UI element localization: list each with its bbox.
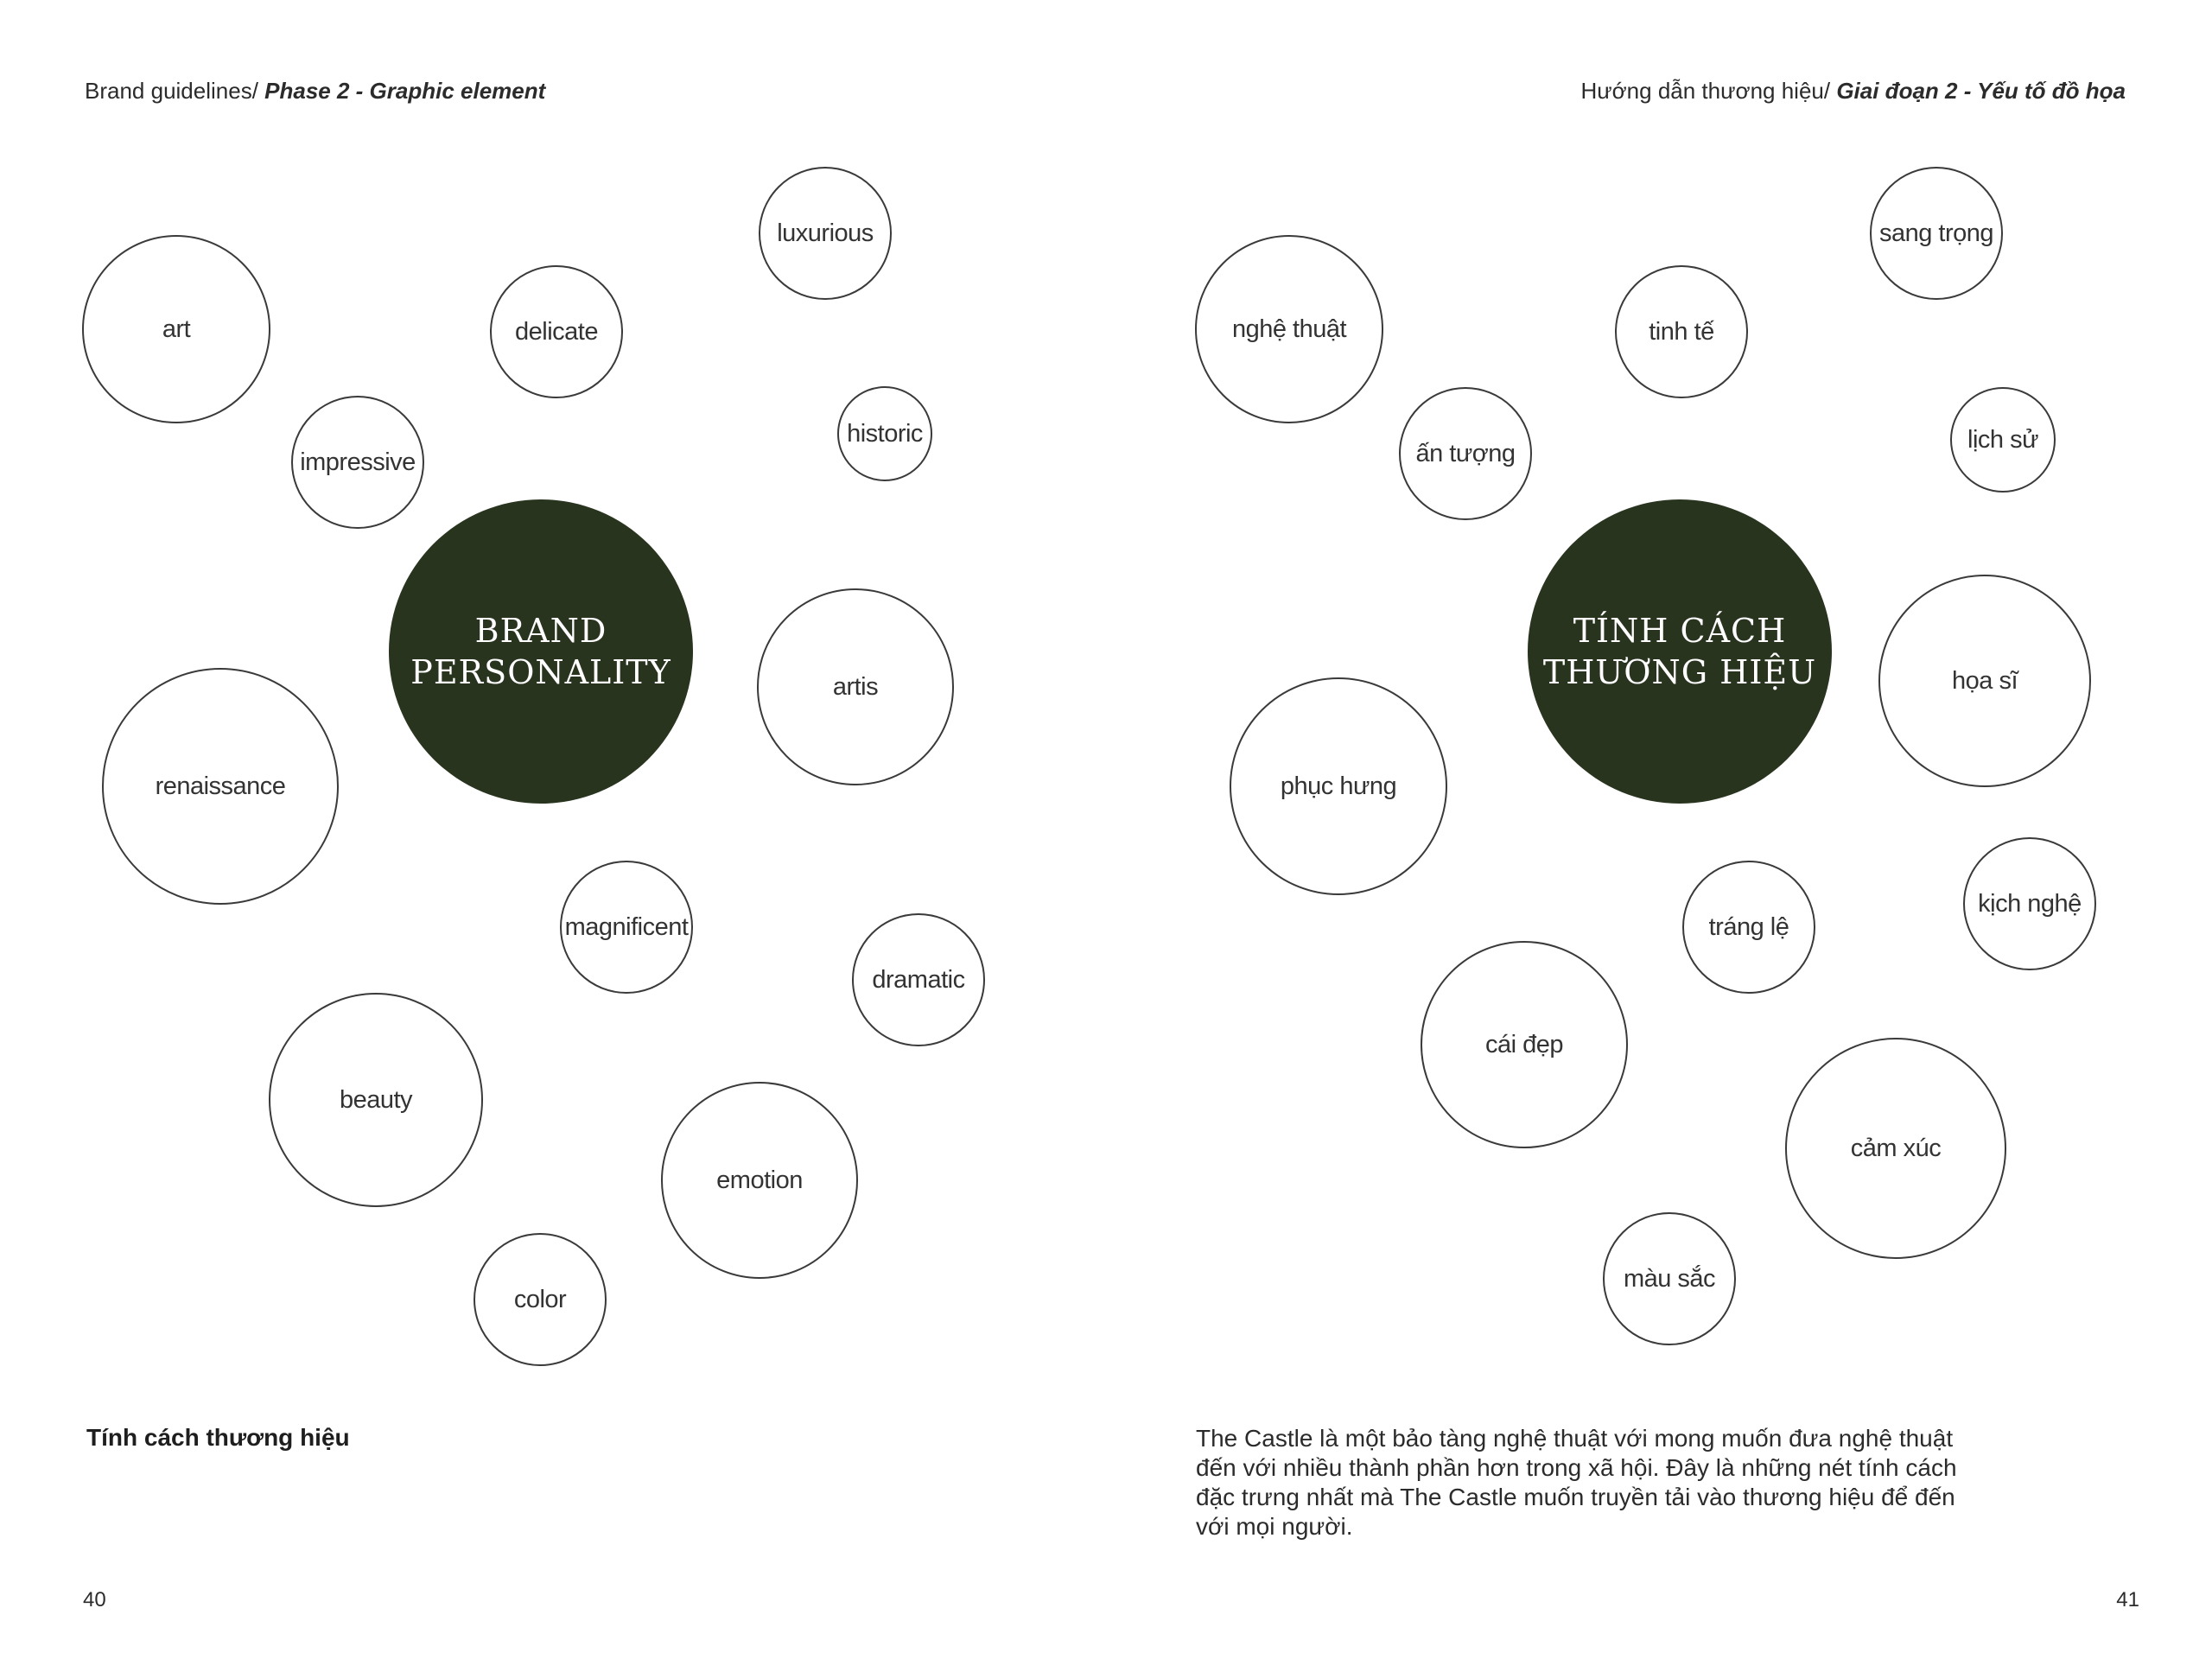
description-line: đến với nhiều thành phần hơn trong xã hội. Đây là những nét tính cách [1196, 1454, 1957, 1481]
trait-bubble-mau-sac: màu sắc [1603, 1212, 1736, 1345]
core-line-2: PERSONALITY [410, 653, 671, 691]
header-emphasis: Giai đoạn 2 - Yếu tố đồ họa [1836, 78, 2126, 104]
brand-personality-core [389, 499, 693, 804]
header-prefix: Hướng dẫn thương hiệu/ [1580, 78, 1837, 104]
header-emphasis: Phase 2 - Graphic element [264, 78, 546, 104]
header-prefix: Brand guidelines/ [85, 78, 265, 104]
trait-bubble-magnificent: magnificent [560, 861, 693, 994]
trait-bubble-emotion: emotion [661, 1082, 858, 1279]
page-number-left: 40 [83, 1588, 106, 1611]
right-page [1106, 0, 2212, 1659]
trait-bubble-lich-su: lịch sử [1950, 387, 2056, 493]
trait-bubble-color: color [474, 1233, 607, 1366]
trait-bubble-trang-le: tráng lệ [1682, 861, 1815, 994]
page-header-right [1580, 78, 2126, 105]
trait-bubble-art: art [82, 235, 270, 423]
trait-bubble-renaissance: renaissance [102, 668, 339, 905]
brand-personality-core [1528, 499, 1832, 804]
page-number-right: 41 [2116, 1588, 2139, 1611]
trait-bubble-an-tuong: ấn tượng [1399, 387, 1532, 520]
trait-bubble-tinh-te: tinh tế [1615, 265, 1748, 398]
trait-bubble-impressive: impressive [291, 396, 424, 529]
trait-bubble-luxurious: luxurious [759, 167, 892, 300]
trait-bubble-sang-trong: sang trọng [1870, 167, 2003, 300]
trait-bubble-artis: artis [757, 588, 954, 785]
core-line-2: THƯƠNG HIỆU [1542, 653, 1817, 691]
description-line: với mọi người. [1196, 1513, 1353, 1540]
description-line: The Castle là một bảo tàng nghệ thuật với mong muốn đưa nghệ thuật [1196, 1425, 1954, 1452]
core-line-1: TÍNH CÁCH [1573, 612, 1787, 650]
trait-bubble-cai-dep: cái đẹp [1421, 941, 1628, 1148]
description-paragraph [1196, 1424, 2060, 1541]
trait-bubble-historic: historic [837, 386, 932, 481]
caption-title: Tính cách thương hiệu [86, 1424, 350, 1451]
trait-bubble-delicate: delicate [490, 265, 623, 398]
description-line: đặc trưng nhất mà The Castle muốn truyền tải vào thương hiệu để đến [1196, 1484, 1955, 1510]
trait-bubble-beauty: beauty [269, 993, 483, 1207]
trait-bubble-cam-xuc: cảm xúc [1785, 1038, 2006, 1259]
trait-bubble-nghe-thuat: nghệ thuật [1195, 235, 1383, 423]
trait-bubble-dramatic: dramatic [852, 913, 985, 1046]
trait-bubble-hoa-si: họa sĩ [1878, 575, 2091, 787]
page-header-left [85, 78, 545, 105]
trait-bubble-kich-nghe: kịch nghệ [1963, 837, 2096, 970]
core-line-1: BRAND [474, 612, 607, 650]
trait-bubble-phuc-hung: phục hưng [1230, 677, 1447, 895]
